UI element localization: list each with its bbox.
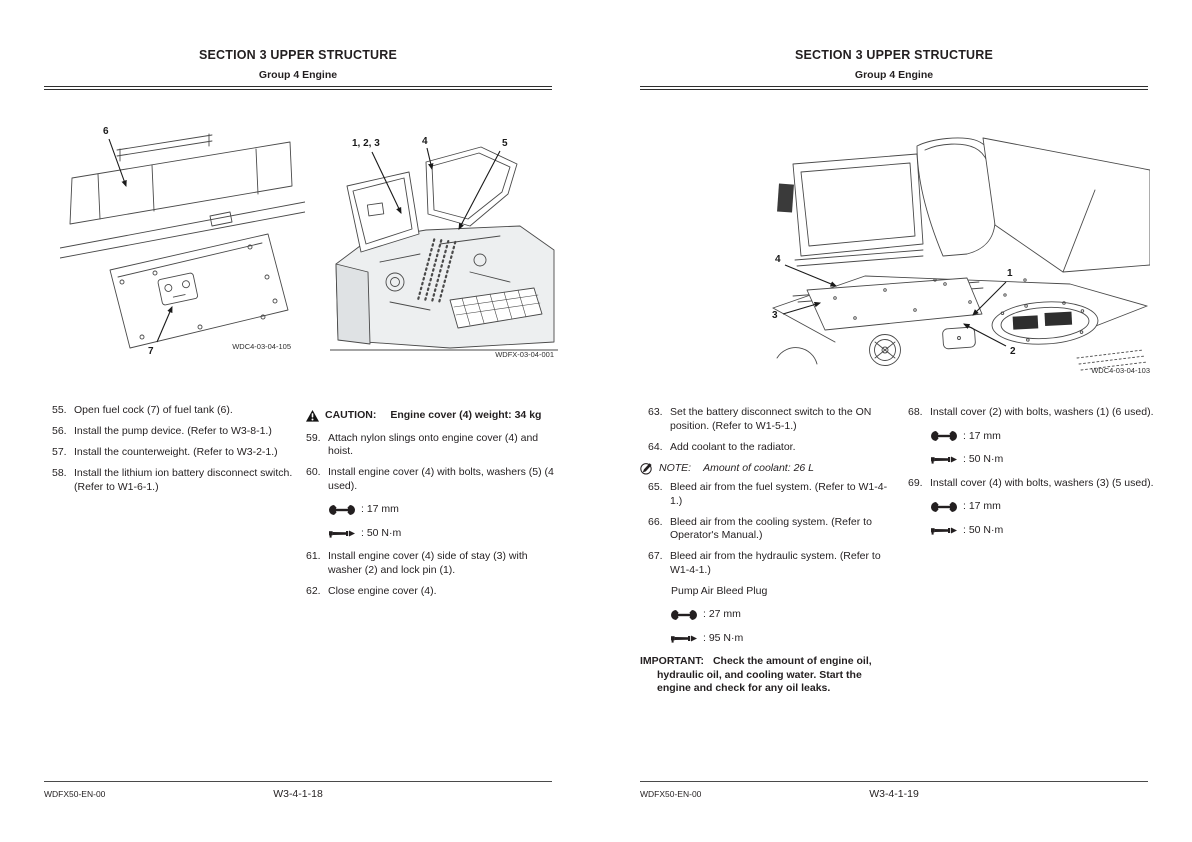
figure-caption: WDC4-03-04-103	[1091, 366, 1150, 375]
step-number: 59.	[306, 431, 321, 444]
step-text: Install the counterweight. (Refer to W3-2-1.)	[74, 446, 278, 458]
step-number: 62.	[306, 584, 321, 597]
important-label: IMPORTANT:	[640, 655, 704, 667]
wrench-size-text: : 17 mm	[963, 429, 1001, 442]
wrench-size-text: : 17 mm	[963, 500, 1001, 512]
document-number: WDFX50-EN-00	[640, 789, 702, 799]
torque-wrench-icon	[931, 455, 957, 464]
step-number: 55.	[52, 404, 67, 416]
wrench-icon	[931, 431, 957, 441]
step-number: 68.	[908, 406, 923, 418]
note-pencil-icon	[640, 462, 653, 475]
wrench-size-text: : 27 mm	[703, 608, 741, 620]
step-text: Set the battery disconnect switch to the ON position. (Refer to W1-5-1.)	[670, 406, 872, 432]
step-55	[52, 404, 306, 418]
torque-wrench-icon	[931, 526, 957, 535]
figure-caption: WDFX-03-04-001	[495, 350, 554, 359]
figure-caption: WDC4-03-04-105	[232, 342, 291, 351]
wrench-icon	[329, 505, 355, 515]
step-text: Install engine cover (4) side of stay (3) with washer (2) and lock pin (1).	[328, 550, 528, 576]
callout-6: 6	[103, 126, 109, 137]
figure-engine-cover	[330, 132, 558, 360]
note-label: NOTE:	[659, 461, 692, 474]
manual-page-left	[44, 0, 552, 842]
wrench-size-text: : 17 mm	[361, 503, 399, 515]
step-number: 66.	[648, 515, 663, 528]
group-title: Group 4 Engine	[258, 69, 338, 81]
footer-rule	[640, 781, 1148, 782]
torque-spec	[931, 524, 1160, 538]
page-number: W3-4-1-18	[273, 788, 323, 800]
manual-page-right	[640, 0, 1154, 842]
step-59	[306, 432, 558, 459]
wrench-size-spec	[931, 500, 1160, 514]
steps-column-55-58	[52, 404, 306, 502]
step-text: Install cover (2) with bolts, washers (1) (6 used).	[930, 406, 1154, 418]
callout-2: 2	[1010, 346, 1016, 357]
step-number: 57.	[52, 446, 67, 458]
step-text: Install the lithium ion battery disconnect switch. (Refer to W1-6-1.)	[74, 467, 293, 493]
step-text: Attach nylon slings onto engine cover (4) and hoist.	[328, 431, 539, 457]
pump-air-bleed-plug-label: Pump Air Bleed Plug	[671, 584, 768, 597]
steps-column-59-62	[306, 409, 558, 606]
header-rule	[44, 86, 552, 90]
note-text: Amount of coolant: 26 L	[703, 461, 814, 474]
step-text: Bleed air from the cooling system. (Refer to Operator's Manual.)	[670, 515, 872, 541]
step-67	[648, 550, 898, 577]
step-number: 61.	[306, 550, 321, 562]
page-number: W3-4-1-19	[869, 788, 919, 800]
step-60	[306, 466, 558, 493]
callout-5: 5	[502, 138, 508, 149]
step-text: Add coolant to the radiator.	[670, 440, 796, 453]
group-title: Group 4 Engine	[854, 69, 934, 81]
step-56	[52, 425, 306, 439]
steps-column-68-69	[908, 406, 1160, 547]
step-text: Bleed air from the hydraulic system. (Refer to W1-4-1.)	[670, 550, 881, 576]
section-title: SECTION 3 UPPER STRUCTURE	[794, 48, 994, 62]
step-number: 60.	[306, 466, 321, 478]
torque-wrench-icon	[329, 529, 355, 538]
torque-spec	[931, 453, 1160, 467]
step-63	[648, 406, 898, 433]
engine-cover-illustration	[330, 132, 558, 358]
step-text: Bleed air from the fuel system. (Refer to W1-4-1.)	[670, 481, 888, 507]
torque-value-text: : 50 N·m	[963, 523, 1004, 536]
step-number: 67.	[648, 550, 663, 562]
torque-value-text: : 50 N·m	[963, 453, 1004, 465]
step-57	[52, 446, 306, 460]
step-number: 63.	[648, 406, 663, 418]
step-text: Open fuel cock (7) of fuel tank (6).	[74, 404, 233, 416]
step-number: 65.	[648, 481, 663, 493]
caution-triangle-icon	[306, 410, 319, 422]
fuel-tank-illustration	[60, 116, 305, 360]
step-number: 56.	[52, 425, 67, 437]
callout-4: 4	[422, 136, 428, 147]
wrench-icon	[671, 610, 697, 620]
torque-value-text: : 95 N·m	[703, 631, 744, 644]
callout-3: 3	[772, 310, 778, 321]
step-text: Install engine cover (4) with bolts, washers (5) (4 used).	[328, 466, 554, 492]
wrench-icon	[931, 502, 957, 512]
step-61	[306, 550, 558, 577]
callout-7: 7	[148, 346, 154, 357]
step-58	[52, 467, 306, 494]
step-number: 69.	[908, 476, 923, 489]
header-rule	[640, 86, 1148, 90]
step-62	[306, 585, 558, 599]
wrench-size-spec	[671, 608, 898, 622]
step-64	[648, 441, 898, 455]
wrench-size-spec	[329, 503, 558, 517]
step-number: 64.	[648, 440, 663, 453]
torque-value-text: : 50 N·m	[361, 526, 402, 539]
document-number: WDFX50-EN-00	[44, 789, 106, 799]
footer-rule	[44, 781, 552, 782]
torque-spec	[671, 632, 898, 646]
step-66	[648, 516, 898, 543]
caution-label: CAUTION:	[325, 409, 377, 421]
figure-fuel-tank	[60, 116, 305, 360]
caution-banner	[306, 409, 558, 423]
callout-4: 4	[775, 254, 781, 265]
wrench-size-spec	[931, 430, 1160, 444]
upper-covers-illustration	[765, 130, 1150, 375]
important-text: Check the amount of engine oil, hydraulic oil, and cooling water. Start the engine and check for any oil leaks.	[657, 655, 872, 694]
step-text: Install the pump device. (Refer to W3-8-1.)	[74, 425, 272, 437]
note-banner	[640, 462, 898, 476]
caution-text: Engine cover (4) weight: 34 kg	[390, 409, 542, 421]
important-note	[640, 655, 898, 696]
steps-column-63-67	[640, 406, 898, 696]
figure-upper-covers	[765, 130, 1150, 378]
callout-1-2-3: 1, 2, 3	[352, 138, 380, 149]
callout-1: 1	[1007, 268, 1013, 279]
torque-spec	[329, 527, 558, 541]
step-68	[908, 406, 1160, 420]
step-text: Install cover (4) with bolts, washers (3) (5 used).	[930, 476, 1154, 489]
torque-wrench-icon	[671, 634, 697, 643]
step-65	[648, 481, 898, 508]
step-69	[908, 477, 1160, 491]
step-text: Close engine cover (4).	[328, 584, 437, 597]
section-title: SECTION 3 UPPER STRUCTURE	[198, 48, 398, 62]
step-number: 58.	[52, 467, 67, 479]
